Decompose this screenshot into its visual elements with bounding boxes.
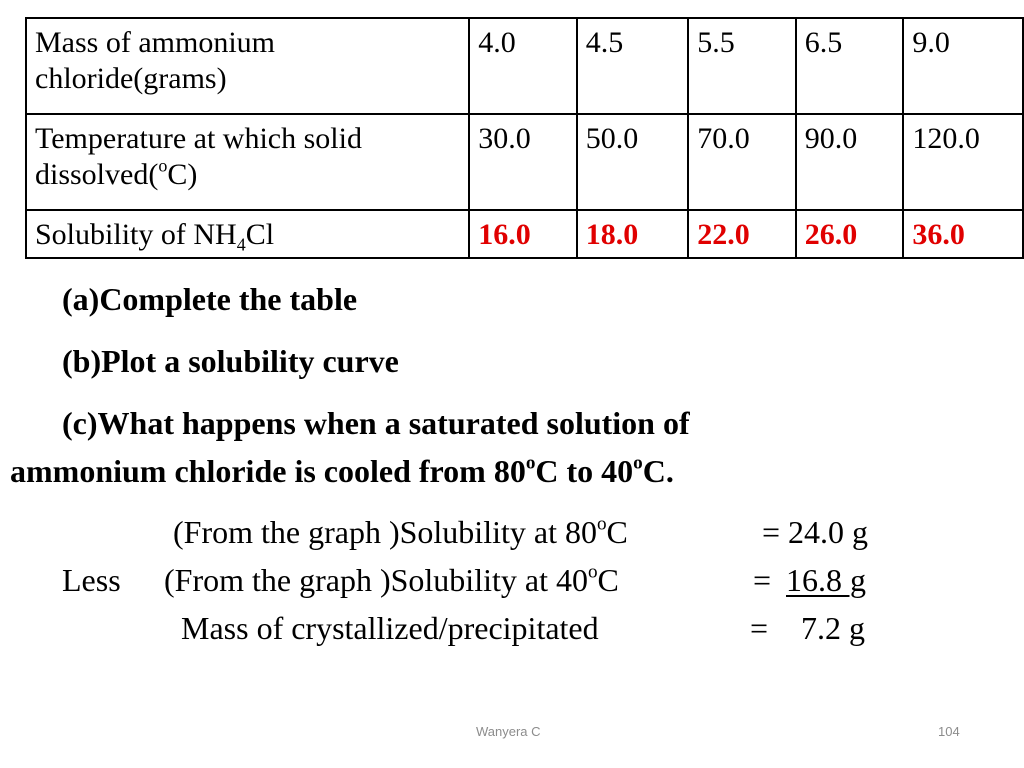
answer-cell: 22.0 — [688, 210, 796, 258]
degree-superscript: o — [596, 513, 607, 535]
table-cell: 9.0 — [903, 18, 1023, 114]
calc-mass-label: Mass of crystallized/precipitated — [181, 610, 599, 646]
table-cell: 70.0 — [688, 114, 796, 210]
table-cell: 4.0 — [469, 18, 577, 114]
answer-cell: 18.0 — [577, 210, 689, 258]
table-cell: 50.0 — [577, 114, 689, 210]
calc-equals-mass: = — [750, 610, 769, 646]
calc-less-label: Less — [62, 562, 121, 598]
question-b: (b)Plot a solubility curve — [62, 343, 399, 379]
question-a: (a)Complete the table — [62, 281, 358, 317]
question-text: C. — [642, 453, 674, 489]
table-row-mass — [26, 18, 1023, 114]
degree-superscript: o — [587, 561, 598, 583]
question-text: ammonium chloride is cooled from 80 — [10, 453, 526, 489]
question-c-line1: (c)What happens when a saturated solution of — [62, 405, 690, 441]
calc-mass-value: 7.2 g — [801, 610, 865, 646]
table-row-temperature — [26, 114, 1023, 210]
calc-value-80c: = 24.0 g — [762, 514, 869, 550]
row-header-text: Temperature at which solid dissolved( — [35, 122, 362, 191]
calc-text: (From the graph )Solubility at 40 — [164, 562, 588, 598]
question-text: C to 40 — [535, 453, 634, 489]
footer-author: Wanyera C — [476, 724, 541, 739]
table-cell: 30.0 — [469, 114, 577, 210]
calc-line-40c — [164, 561, 619, 599]
solubility-table — [25, 17, 1024, 259]
table-cell: 120.0 — [903, 114, 1023, 210]
table-cell: 5.5 — [688, 18, 796, 114]
page-number: 104 — [938, 724, 960, 739]
row-header-text: Cl — [245, 218, 275, 251]
calc-text: (From the graph )Solubility at 80 — [173, 514, 597, 550]
calc-line-80c — [173, 513, 628, 551]
question-c-line2 — [10, 452, 674, 490]
row-header-text: Solubility of NH — [35, 218, 237, 251]
answer-cell: 36.0 — [903, 210, 1023, 258]
row-header-solubility — [26, 210, 469, 258]
row-header-temperature — [26, 114, 469, 210]
row-header-text: C) — [167, 158, 198, 191]
degree-superscript: o — [525, 452, 536, 474]
degree-superscript: o — [633, 452, 643, 474]
row-header-mass: Mass of ammonium chloride(grams) — [26, 18, 469, 114]
calc-value-40c: 16.8 g — [786, 562, 866, 598]
formula-subscript: 4 — [236, 234, 246, 255]
table-row-solubility — [26, 210, 1023, 258]
calc-text: C — [597, 562, 619, 598]
calc-text: C — [606, 514, 628, 550]
table-cell: 6.5 — [796, 18, 904, 114]
answer-cell: 26.0 — [796, 210, 904, 258]
answer-cell: 16.0 — [469, 210, 577, 258]
calc-equals-40c: = — [753, 562, 772, 598]
table-cell: 4.5 — [577, 18, 689, 114]
degree-superscript: o — [158, 155, 168, 176]
table-cell: 90.0 — [796, 114, 904, 210]
